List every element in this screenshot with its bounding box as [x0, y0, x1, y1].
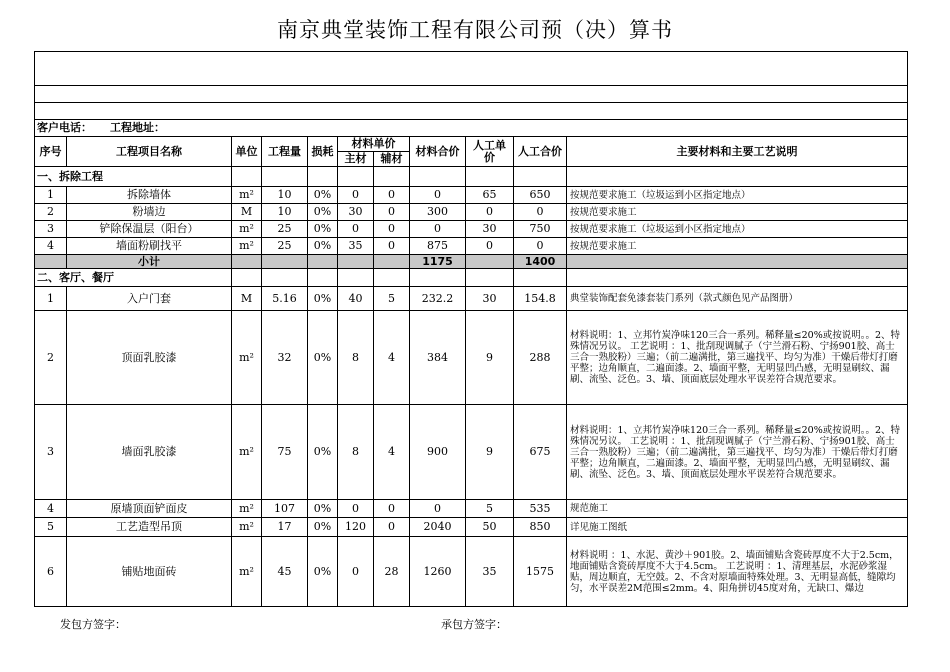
row-no: 5: [35, 518, 67, 537]
row-loss: 0%: [308, 287, 338, 311]
customer-row: [35, 120, 908, 137]
row-loss: 0%: [308, 221, 338, 238]
header-main-mat: 主材: [338, 152, 374, 167]
row-unit: M: [232, 204, 262, 221]
row-desc: 材料说明：1、立邦竹炭净味120三合一系列。稀释量≤20%或按说明。。2、特殊情况另议。 工艺说明 ：1、批刮现调腻子（宁兰滑石粉、宁扬901胶、高士三合一熟胶粉）三遍；（前二遍满批，第三遍找平、均匀为准）干燥后带灯打磨平整；边角顺直，二遍面漆。2、墙面平整，无明显凹凸感，无明显刷纹、漏刷、流坠、泛色。3、墙、顶面底层处理水平误差符合规范要求。: [567, 311, 908, 405]
header-name: 工程项目名称: [67, 137, 232, 167]
row-aux-mat: 5: [374, 287, 410, 311]
subtotal-mat-total: 1175: [410, 255, 466, 269]
row-loss: 0%: [308, 500, 338, 518]
table-row: [35, 238, 908, 255]
subtotal-labor-total: 1400: [514, 255, 567, 269]
header-qty: 工程量: [262, 137, 308, 167]
row-desc: 按规范要求施工: [567, 204, 908, 221]
row-qty: 107: [262, 500, 308, 518]
party-b-signature: 承包方签字：: [441, 618, 507, 631]
row-unit: m²: [232, 500, 262, 518]
row-name: 拆除墙体: [67, 187, 232, 204]
row-desc: 典堂装饰配套免漆套装门系列（款式颜色见产品图册）: [567, 287, 908, 311]
row-labor-total: 850: [514, 518, 567, 537]
row-aux-mat: 4: [374, 405, 410, 500]
row-labor-unit: 30: [466, 287, 514, 311]
budget-table: [34, 51, 908, 607]
row-qty: 32: [262, 311, 308, 405]
row-labor-total: 1575: [514, 537, 567, 607]
row-loss: 0%: [308, 311, 338, 405]
row-labor-total: 0: [514, 204, 567, 221]
row-aux-mat: 0: [374, 187, 410, 204]
row-labor-total: 535: [514, 500, 567, 518]
row-aux-mat: 4: [374, 311, 410, 405]
row-qty: 10: [262, 187, 308, 204]
row-unit: m²: [232, 537, 262, 607]
table-row: [35, 187, 908, 204]
party-a-signature: 发包方签字：: [60, 618, 126, 631]
row-no: 4: [35, 238, 67, 255]
row-qty: 25: [262, 238, 308, 255]
row-mat-total: 0: [410, 500, 466, 518]
table-row: [35, 311, 908, 405]
row-labor-total: 675: [514, 405, 567, 500]
row-no: 2: [35, 204, 67, 221]
header-aux-mat: 辅材: [374, 152, 410, 167]
row-unit: m²: [232, 518, 262, 537]
row-mat-total: 232.2: [410, 287, 466, 311]
row-main-mat: 0: [338, 187, 374, 204]
subtotal-row: [35, 255, 908, 269]
table-row: [35, 204, 908, 221]
table-row: [35, 537, 908, 607]
table-row: [35, 287, 908, 311]
row-labor-unit: 0: [466, 238, 514, 255]
row-name: 铲除保温层（阳台）: [67, 221, 232, 238]
row-main-mat: 8: [338, 311, 374, 405]
row-loss: 0%: [308, 518, 338, 537]
project-address-label: 工程地址：: [110, 121, 165, 134]
row-desc: 详见施工图纸: [567, 518, 908, 537]
row-main-mat: 0: [338, 537, 374, 607]
header-desc: 主要材料和主要工艺说明: [567, 137, 908, 167]
row-labor-unit: 30: [466, 221, 514, 238]
row-main-mat: 35: [338, 238, 374, 255]
header-loss: 损耗: [308, 137, 338, 167]
row-qty: 25: [262, 221, 308, 238]
row-labor-unit: 0: [466, 204, 514, 221]
row-labor-unit: 50: [466, 518, 514, 537]
row-name: 粉墙边: [67, 204, 232, 221]
row-desc: 材料说明：1、立邦竹炭净味120三合一系列。稀释量≤20%或按说明。。2、特殊情况另议。 工艺说明 ：1、批刮现调腻子（宁兰滑石粉、宁扬901胶、高士三合一熟胶粉）三遍；（前二遍满批，第三遍找平、均匀为准）干燥后带灯打磨平整；边角顺直，二遍面漆。2、墙面平整，无明显凹凸感，无明显刷纹、漏刷、流坠、泛色。3、墙、顶面底层处理水平误差符合规范要求。: [567, 405, 908, 500]
row-loss: 0%: [308, 204, 338, 221]
row-main-mat: 30: [338, 204, 374, 221]
row-unit: m²: [232, 311, 262, 405]
header-no: 序号: [35, 137, 67, 167]
row-labor-total: 288: [514, 311, 567, 405]
row-unit: m²: [232, 405, 262, 500]
row-desc: 按规范要求施工（垃圾运到小区指定地点）: [567, 187, 908, 204]
row-labor-total: 154.8: [514, 287, 567, 311]
row-loss: 0%: [308, 405, 338, 500]
row-aux-mat: 0: [374, 518, 410, 537]
row-main-mat: 0: [338, 500, 374, 518]
table-row: [35, 518, 908, 537]
row-labor-unit: 65: [466, 187, 514, 204]
header-unit: 单位: [232, 137, 262, 167]
row-loss: 0%: [308, 238, 338, 255]
table-row: [35, 405, 908, 500]
row-name: 原墙顶面铲面皮: [67, 500, 232, 518]
row-mat-total: 2040: [410, 518, 466, 537]
row-desc: 按规范要求施工: [567, 238, 908, 255]
row-labor-total: 0: [514, 238, 567, 255]
row-qty: 5.16: [262, 287, 308, 311]
section-title: 二、客厅、餐厅: [35, 269, 232, 287]
document-title: 南京典堂装饰工程有限公司预（决）算书: [277, 18, 673, 42]
row-labor-unit: 35: [466, 537, 514, 607]
row-name: 墙面粉刷找平: [67, 238, 232, 255]
row-name: 入户门套: [67, 287, 232, 311]
header-row: [35, 137, 908, 152]
row-labor-unit: 9: [466, 311, 514, 405]
section-row: [35, 167, 908, 187]
row-no: 3: [35, 405, 67, 500]
header-labor-total: 人工合价: [514, 137, 567, 167]
row-no: 4: [35, 500, 67, 518]
row-name: 墙面乳胶漆: [67, 405, 232, 500]
section-title: 一、拆除工程: [35, 167, 232, 187]
row-no: 1: [35, 287, 67, 311]
blank-row: [35, 86, 908, 103]
row-qty: 45: [262, 537, 308, 607]
row-mat-total: 300: [410, 204, 466, 221]
row-loss: 0%: [308, 537, 338, 607]
row-qty: 17: [262, 518, 308, 537]
row-aux-mat: 0: [374, 204, 410, 221]
row-mat-total: 1260: [410, 537, 466, 607]
blank-row: [35, 52, 908, 86]
row-loss: 0%: [308, 187, 338, 204]
row-mat-total: 384: [410, 311, 466, 405]
row-aux-mat: 0: [374, 500, 410, 518]
row-mat-total: 875: [410, 238, 466, 255]
row-main-mat: 0: [338, 221, 374, 238]
row-labor-total: 750: [514, 221, 567, 238]
row-desc: 规范施工: [567, 500, 908, 518]
row-mat-total: 900: [410, 405, 466, 500]
table-row: [35, 500, 908, 518]
row-unit: m²: [232, 187, 262, 204]
header-labor-unit: 人工单价: [466, 137, 514, 167]
subtotal-label: 小计: [67, 255, 232, 269]
row-desc: 材料说明 ：1、水泥、黄沙＋901胶。2、墙面铺贴含瓷砖厚度不大于2.5cm，地面铺贴含瓷砖厚度不大于4.5cm。 工艺说明 ：1、清理基层，水泥砂浆湿贴，周边顺直，无空鼓。2、不含对原墙面特殊处理。3、无明显高低，缝隙均匀，水平误差2M范围≤2mm。4、阳角拼切45度对角，无缺口、爆边: [567, 537, 908, 607]
row-main-mat: 120: [338, 518, 374, 537]
row-aux-mat: 0: [374, 221, 410, 238]
row-main-mat: 40: [338, 287, 374, 311]
row-mat-total: 0: [410, 187, 466, 204]
row-aux-mat: 0: [374, 238, 410, 255]
row-name: 顶面乳胶漆: [67, 311, 232, 405]
customer-phone-label: 客户电话：: [37, 121, 92, 134]
row-name: 铺贴地面砖: [67, 537, 232, 607]
row-unit: m²: [232, 221, 262, 238]
row-unit: M: [232, 287, 262, 311]
row-aux-mat: 28: [374, 537, 410, 607]
row-no: 3: [35, 221, 67, 238]
row-no: 2: [35, 311, 67, 405]
row-labor-total: 650: [514, 187, 567, 204]
section-row: [35, 269, 908, 287]
blank-row: [35, 103, 908, 120]
row-desc: 按规范要求施工（垃圾运到小区指定地点）: [567, 221, 908, 238]
row-no: 1: [35, 187, 67, 204]
row-name: 工艺造型吊顶: [67, 518, 232, 537]
header-mat-unit: 材料单价: [338, 137, 410, 152]
row-qty: 10: [262, 204, 308, 221]
header-mat-total: 材料合价: [410, 137, 466, 167]
row-unit: m²: [232, 238, 262, 255]
row-labor-unit: 5: [466, 500, 514, 518]
table-row: [35, 221, 908, 238]
row-qty: 75: [262, 405, 308, 500]
row-main-mat: 8: [338, 405, 374, 500]
row-no: 6: [35, 537, 67, 607]
row-labor-unit: 9: [466, 405, 514, 500]
row-mat-total: 0: [410, 221, 466, 238]
